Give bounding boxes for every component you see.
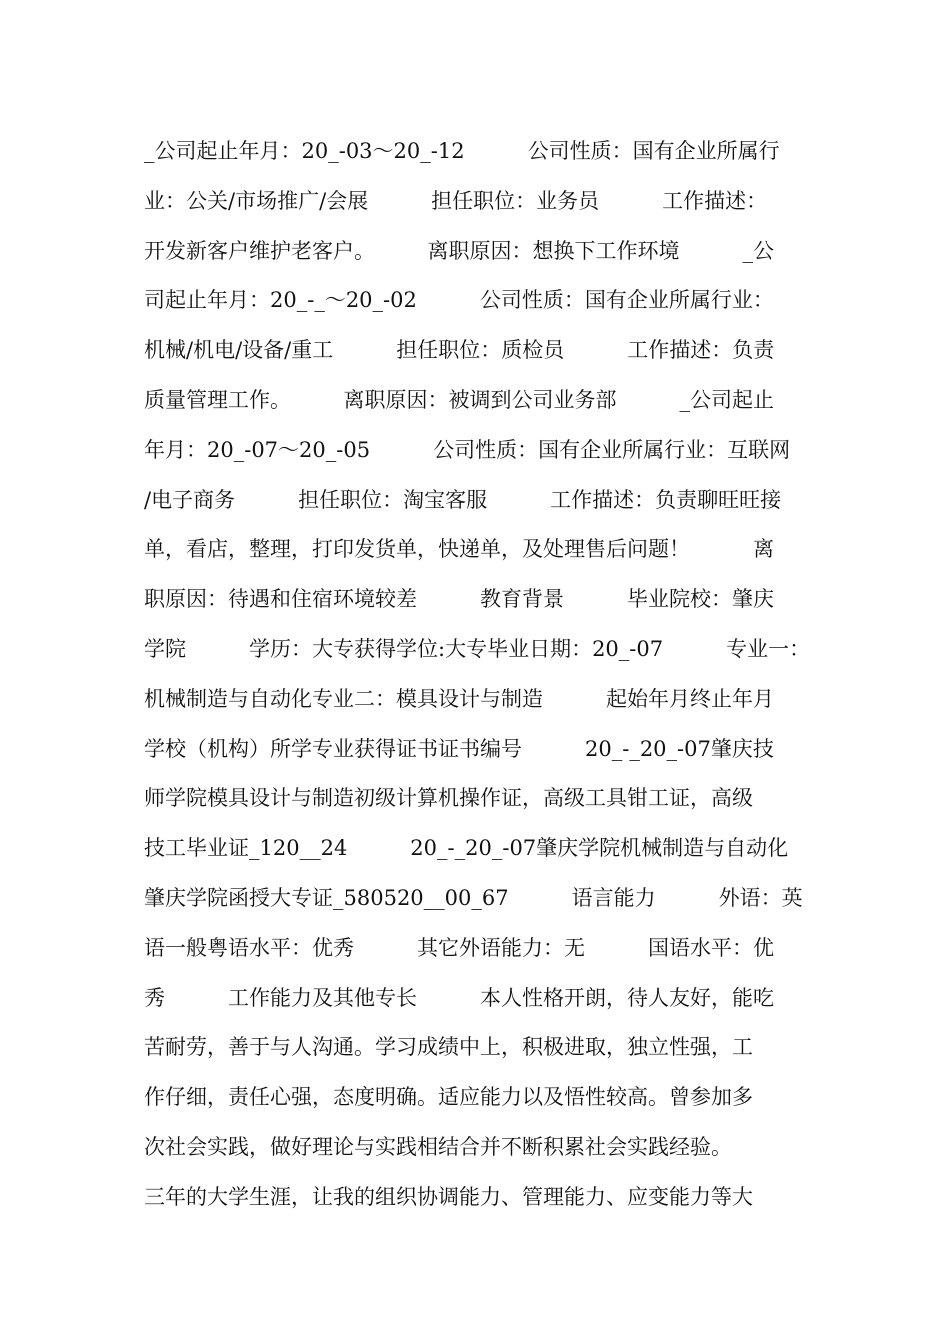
text-line-11: 学院 学历：大专获得学位:大专毕业日期：20_-07 专业一： — [144, 636, 811, 661]
text-line-13: 学校（机构）所学专业获得证书证书编号 20_-_20_-07肇庆技 — [144, 736, 774, 761]
text-line-3: 开发新客户维护老客户。 离职原因：想换下工作环境 _公 — [144, 238, 774, 263]
text-line-9: 单，看店，整理，打印发货单，快递单，及处理售后问题！ 离 — [144, 537, 774, 562]
text-line-7: 年月：20_-07～20_-05 公司性质：国有企业所属行业：互联网 — [144, 437, 791, 462]
text-line-5: 机械/机电/设备/重工 担任职位：质检员 工作描述：负责 — [144, 338, 775, 363]
text-line-21: 次社会实践，做好理论与实践相结合并不断积累社会实践经验。 — [144, 1134, 732, 1159]
text-line-14: 师学院模具设计与制造初级计算机操作证，高级工具钳工证，高级 — [144, 786, 753, 811]
body-text — [144, 127, 814, 1223]
text-line-6: 质量管理工作。 离职原因：被调到公司业务部 _公司起止 — [144, 387, 774, 412]
text-line-19: 苦耐劳，善于与人沟通。学习成绩中上，积极进取，独立性强，工 — [144, 1035, 753, 1060]
text-line-2: 业：公关/市场推广/会展 担任职位：业务员 工作描述： — [144, 188, 768, 213]
text-line-1: _公司起止年月：20_-03～20_-12 公司性质：国有企业所属行 — [144, 139, 780, 163]
text-line-16: 肇庆学院函授大专证_580520__00_67 语言能力 外语：英 — [144, 885, 803, 910]
text-line-22: 三年的大学生涯，让我的组织协调能力、管理能力、应变能力等大 — [144, 1184, 753, 1209]
text-line-20: 作仔细，责任心强，态度明确。适应能力以及悟性较高。曾参加多 — [144, 1085, 753, 1110]
text-line-12: 机械制造与自动化专业二：模具设计与制造 起始年月终止年月 — [144, 686, 774, 711]
text-line-17: 语一般粤语水平：优秀 其它外语能力：无 国语水平：优 — [144, 935, 774, 960]
text-line-4: 司起止年月：20_-_～20_-02 公司性质：国有企业所属行业： — [144, 288, 774, 313]
text-line-18: 秀 工作能力及其他专长 本人性格开朗，待人友好，能吃 — [144, 985, 774, 1010]
text-line-15: 技工毕业证_120__24 20_-_20_-07肇庆学院机械制造与自动化 — [144, 836, 789, 861]
text-line-8: /电子商务 担任职位：淘宝客服 工作描述：负责聊旺旺接 — [144, 487, 782, 512]
text-line-10: 职原因：待遇和住宿环境较差 教育背景 毕业院校：肇庆 — [144, 587, 774, 612]
